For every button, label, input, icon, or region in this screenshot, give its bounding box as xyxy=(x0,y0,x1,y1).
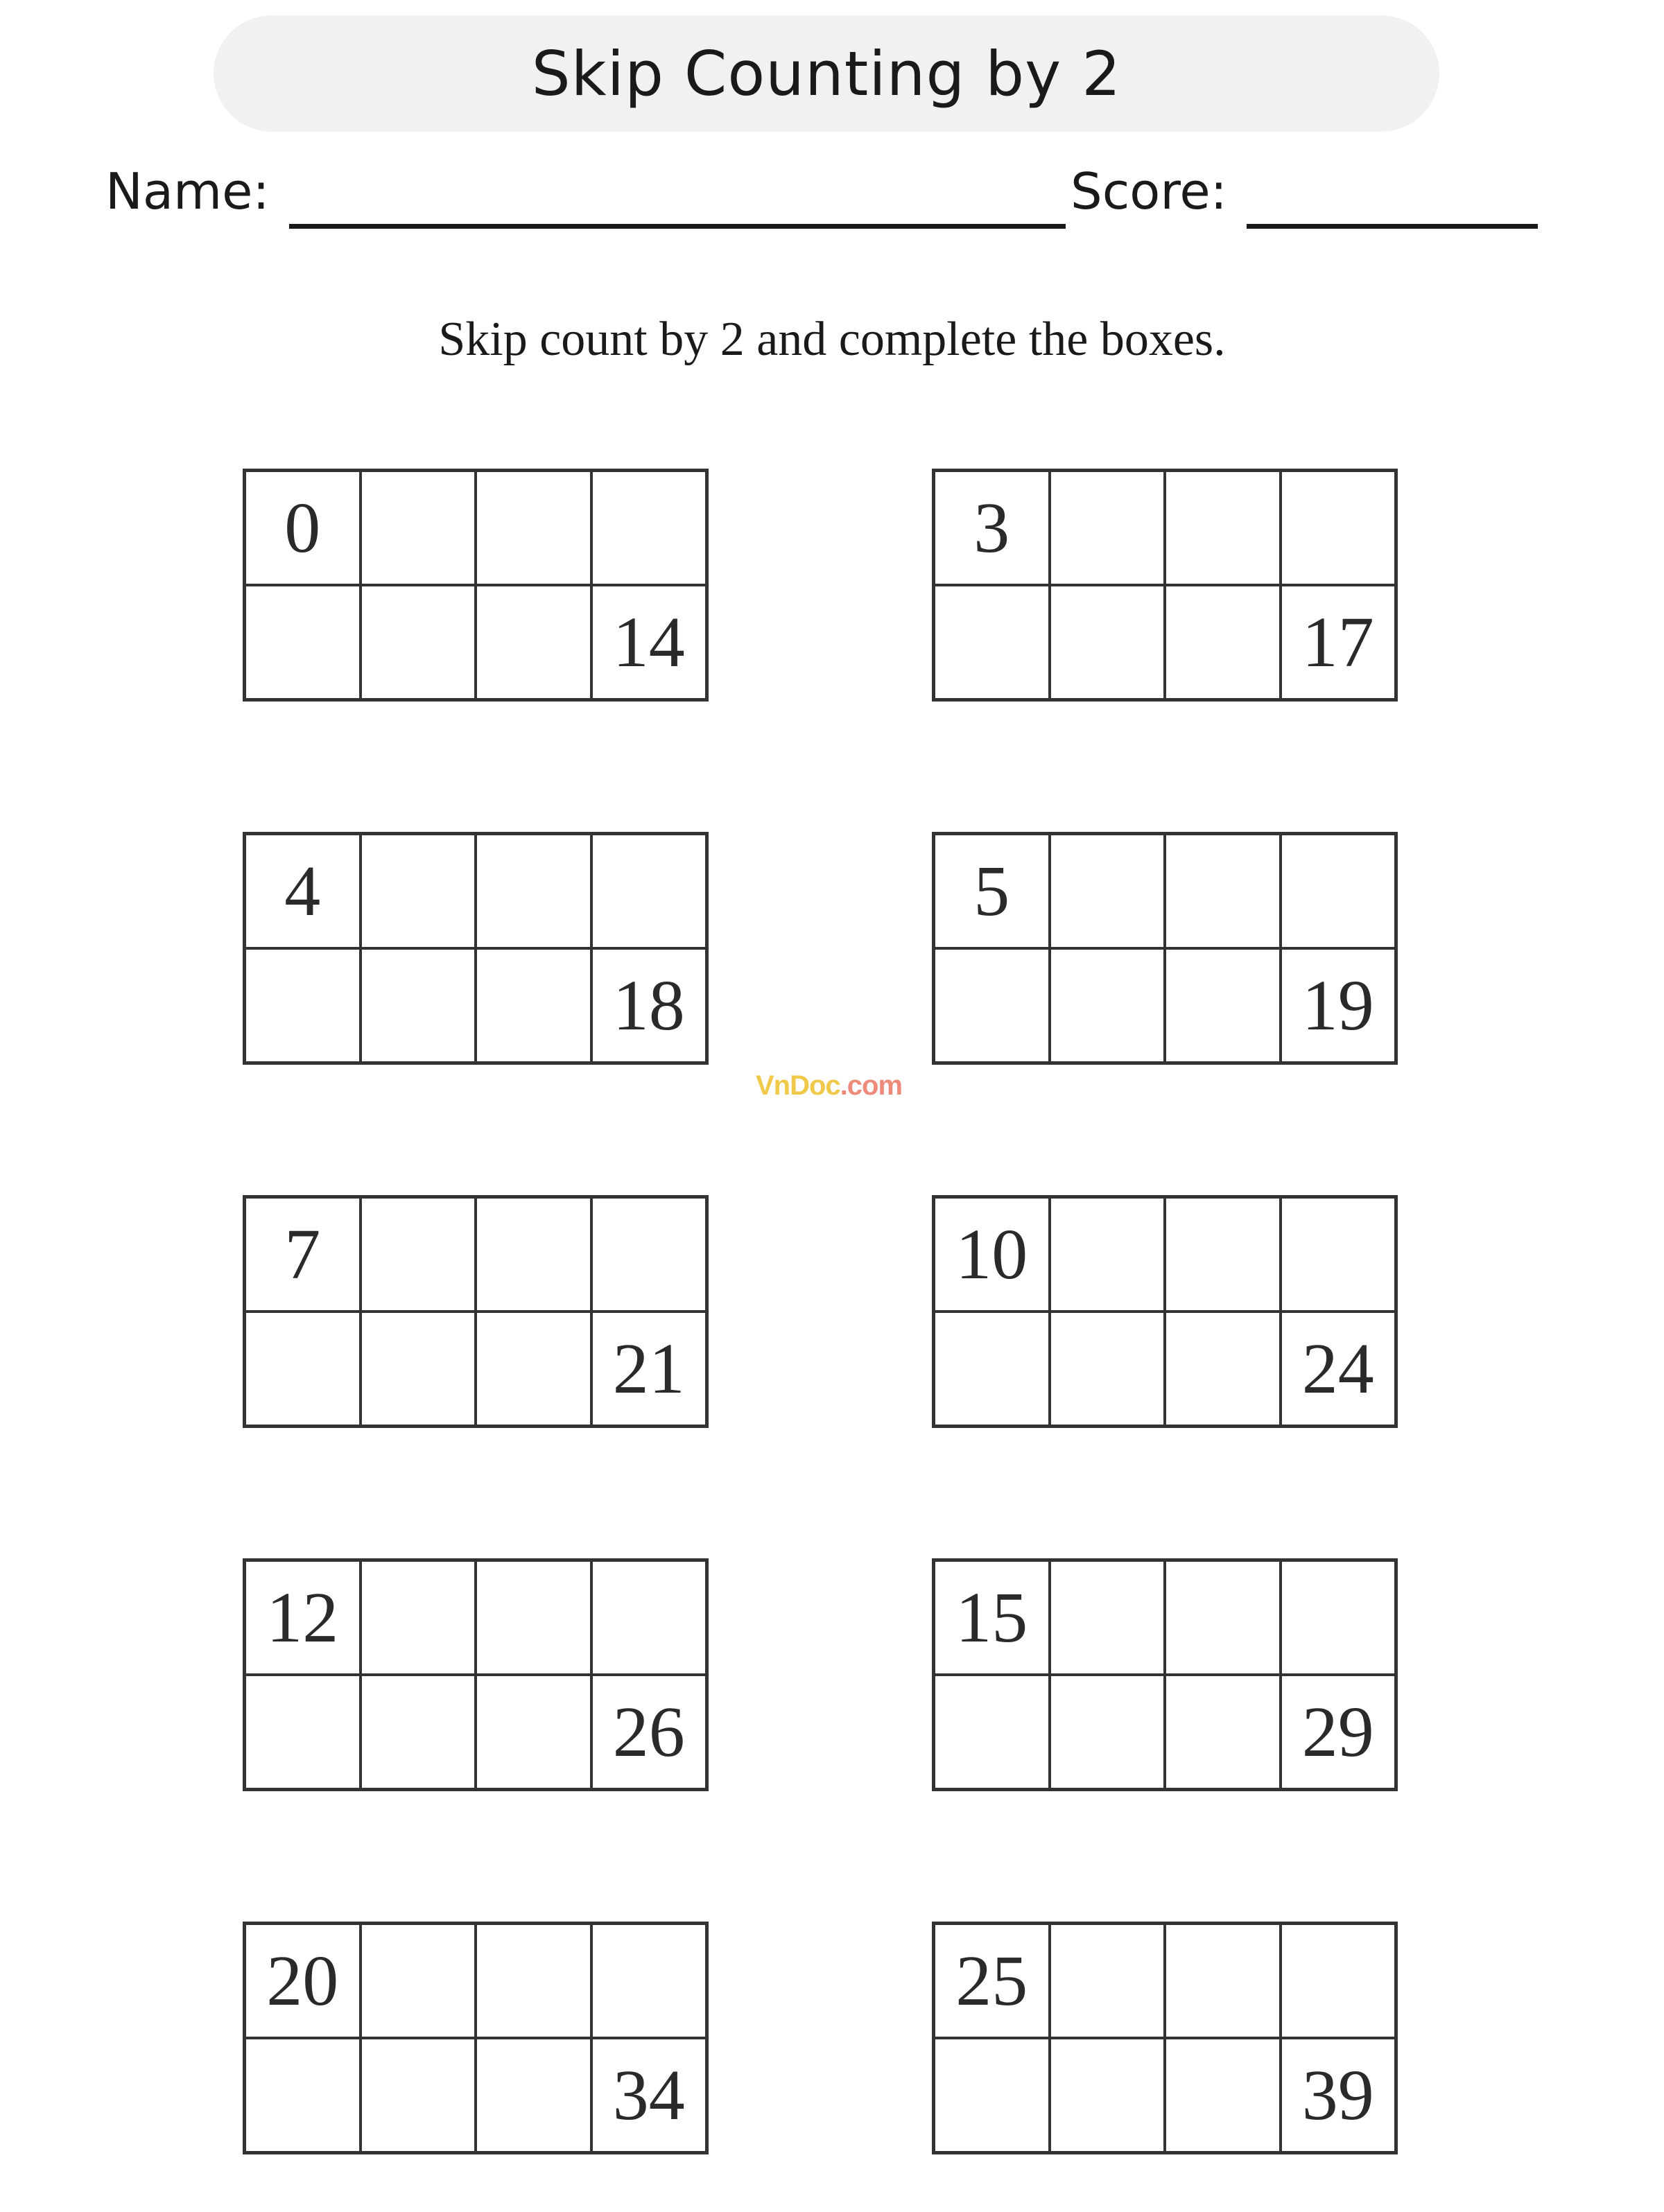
grid-end-cell: 14 xyxy=(591,585,707,699)
blank-cell[interactable] xyxy=(476,834,591,948)
watermark-part2: .com xyxy=(840,1070,903,1101)
grid-start-cell: 4 xyxy=(245,834,361,948)
counting-grid-9 xyxy=(243,1922,709,2154)
blank-cell[interactable] xyxy=(361,1675,476,1789)
blank-cell[interactable] xyxy=(1050,1197,1165,1312)
blank-cell[interactable] xyxy=(476,1312,591,1426)
blank-cell[interactable] xyxy=(476,2038,591,2152)
counting-grid-8 xyxy=(932,1558,1398,1791)
blank-cell[interactable] xyxy=(1050,1924,1165,2038)
blank-cell[interactable] xyxy=(361,948,476,1063)
blank-cell[interactable] xyxy=(1165,1560,1281,1675)
blank-cell[interactable] xyxy=(1165,1924,1281,2038)
blank-cell[interactable] xyxy=(361,1312,476,1426)
blank-cell[interactable] xyxy=(1050,948,1165,1063)
blank-cell[interactable] xyxy=(1050,1675,1165,1789)
score-label: Score: xyxy=(1071,162,1227,220)
blank-cell[interactable] xyxy=(476,1197,591,1312)
blank-cell[interactable] xyxy=(1281,1197,1396,1312)
blank-cell[interactable] xyxy=(591,1924,707,2038)
grid-start-cell: 5 xyxy=(934,834,1050,948)
blank-cell[interactable] xyxy=(1050,471,1165,585)
blank-cell[interactable] xyxy=(245,585,361,699)
counting-grid-2 xyxy=(932,469,1398,702)
grid-start-cell: 20 xyxy=(245,1924,361,2038)
blank-cell[interactable] xyxy=(1281,1924,1396,2038)
blank-cell[interactable] xyxy=(476,1675,591,1789)
blank-cell[interactable] xyxy=(591,834,707,948)
blank-cell[interactable] xyxy=(476,471,591,585)
title-banner xyxy=(214,15,1439,132)
blank-cell[interactable] xyxy=(245,1312,361,1426)
watermark-logo xyxy=(756,1070,902,1101)
blank-cell[interactable] xyxy=(934,585,1050,699)
grid-end-cell: 26 xyxy=(591,1675,707,1789)
grid-start-cell: 25 xyxy=(934,1924,1050,2038)
blank-cell[interactable] xyxy=(934,1312,1050,1426)
grid-start-cell: 15 xyxy=(934,1560,1050,1675)
grid-start-cell: 12 xyxy=(245,1560,361,1675)
blank-cell[interactable] xyxy=(934,1675,1050,1789)
score-field xyxy=(1071,153,1538,229)
grid-end-cell: 24 xyxy=(1281,1312,1396,1426)
name-input-line[interactable] xyxy=(289,153,1066,229)
blank-cell[interactable] xyxy=(591,1560,707,1675)
grid-end-cell: 21 xyxy=(591,1312,707,1426)
blank-cell[interactable] xyxy=(1050,1312,1165,1426)
grid-start-cell: 3 xyxy=(934,471,1050,585)
grid-start-cell: 0 xyxy=(245,471,361,585)
blank-cell[interactable] xyxy=(361,834,476,948)
grid-end-cell: 19 xyxy=(1281,948,1396,1063)
blank-cell[interactable] xyxy=(361,585,476,699)
blank-cell[interactable] xyxy=(934,2038,1050,2152)
grid-end-cell: 39 xyxy=(1281,2038,1396,2152)
blank-cell[interactable] xyxy=(1050,834,1165,948)
blank-cell[interactable] xyxy=(1281,471,1396,585)
blank-cell[interactable] xyxy=(1281,834,1396,948)
counting-grid-10 xyxy=(932,1922,1398,2154)
blank-cell[interactable] xyxy=(1165,1312,1281,1426)
page-title: Skip Counting by 2 xyxy=(531,37,1122,110)
score-input-line[interactable] xyxy=(1247,153,1538,229)
grid-end-cell: 29 xyxy=(1281,1675,1396,1789)
blank-cell[interactable] xyxy=(1050,1560,1165,1675)
blank-cell[interactable] xyxy=(361,471,476,585)
blank-cell[interactable] xyxy=(591,1197,707,1312)
blank-cell[interactable] xyxy=(476,1560,591,1675)
blank-cell[interactable] xyxy=(1281,1560,1396,1675)
blank-cell[interactable] xyxy=(476,948,591,1063)
blank-cell[interactable] xyxy=(245,2038,361,2152)
name-field xyxy=(105,153,1066,229)
counting-grid-7 xyxy=(243,1558,709,1791)
grid-end-cell: 18 xyxy=(591,948,707,1063)
blank-cell[interactable] xyxy=(245,1675,361,1789)
blank-cell[interactable] xyxy=(361,1197,476,1312)
blank-cell[interactable] xyxy=(1165,1675,1281,1789)
blank-cell[interactable] xyxy=(1165,1197,1281,1312)
counting-grid-6 xyxy=(932,1195,1398,1428)
blank-cell[interactable] xyxy=(934,948,1050,1063)
counting-grid-3 xyxy=(243,832,709,1065)
grid-start-cell: 7 xyxy=(245,1197,361,1312)
blank-cell[interactable] xyxy=(1165,585,1281,699)
blank-cell[interactable] xyxy=(591,471,707,585)
counting-grid-5 xyxy=(243,1195,709,1428)
blank-cell[interactable] xyxy=(361,1560,476,1675)
blank-cell[interactable] xyxy=(1165,2038,1281,2152)
blank-cell[interactable] xyxy=(361,1924,476,2038)
blank-cell[interactable] xyxy=(476,1924,591,2038)
blank-cell[interactable] xyxy=(361,2038,476,2152)
counting-grid-1 xyxy=(243,469,709,702)
blank-cell[interactable] xyxy=(245,948,361,1063)
blank-cell[interactable] xyxy=(1050,2038,1165,2152)
instruction-text: Skip count by 2 and complete the boxes. xyxy=(438,313,1226,366)
grid-start-cell: 10 xyxy=(934,1197,1050,1312)
blank-cell[interactable] xyxy=(476,585,591,699)
blank-cell[interactable] xyxy=(1165,834,1281,948)
watermark-part1: VnDoc xyxy=(756,1070,840,1101)
name-label: Name: xyxy=(105,162,270,220)
blank-cell[interactable] xyxy=(1050,585,1165,699)
counting-grid-4 xyxy=(932,832,1398,1065)
grid-end-cell: 17 xyxy=(1281,585,1396,699)
grid-end-cell: 34 xyxy=(591,2038,707,2152)
blank-cell[interactable] xyxy=(1165,471,1281,585)
blank-cell[interactable] xyxy=(1165,948,1281,1063)
